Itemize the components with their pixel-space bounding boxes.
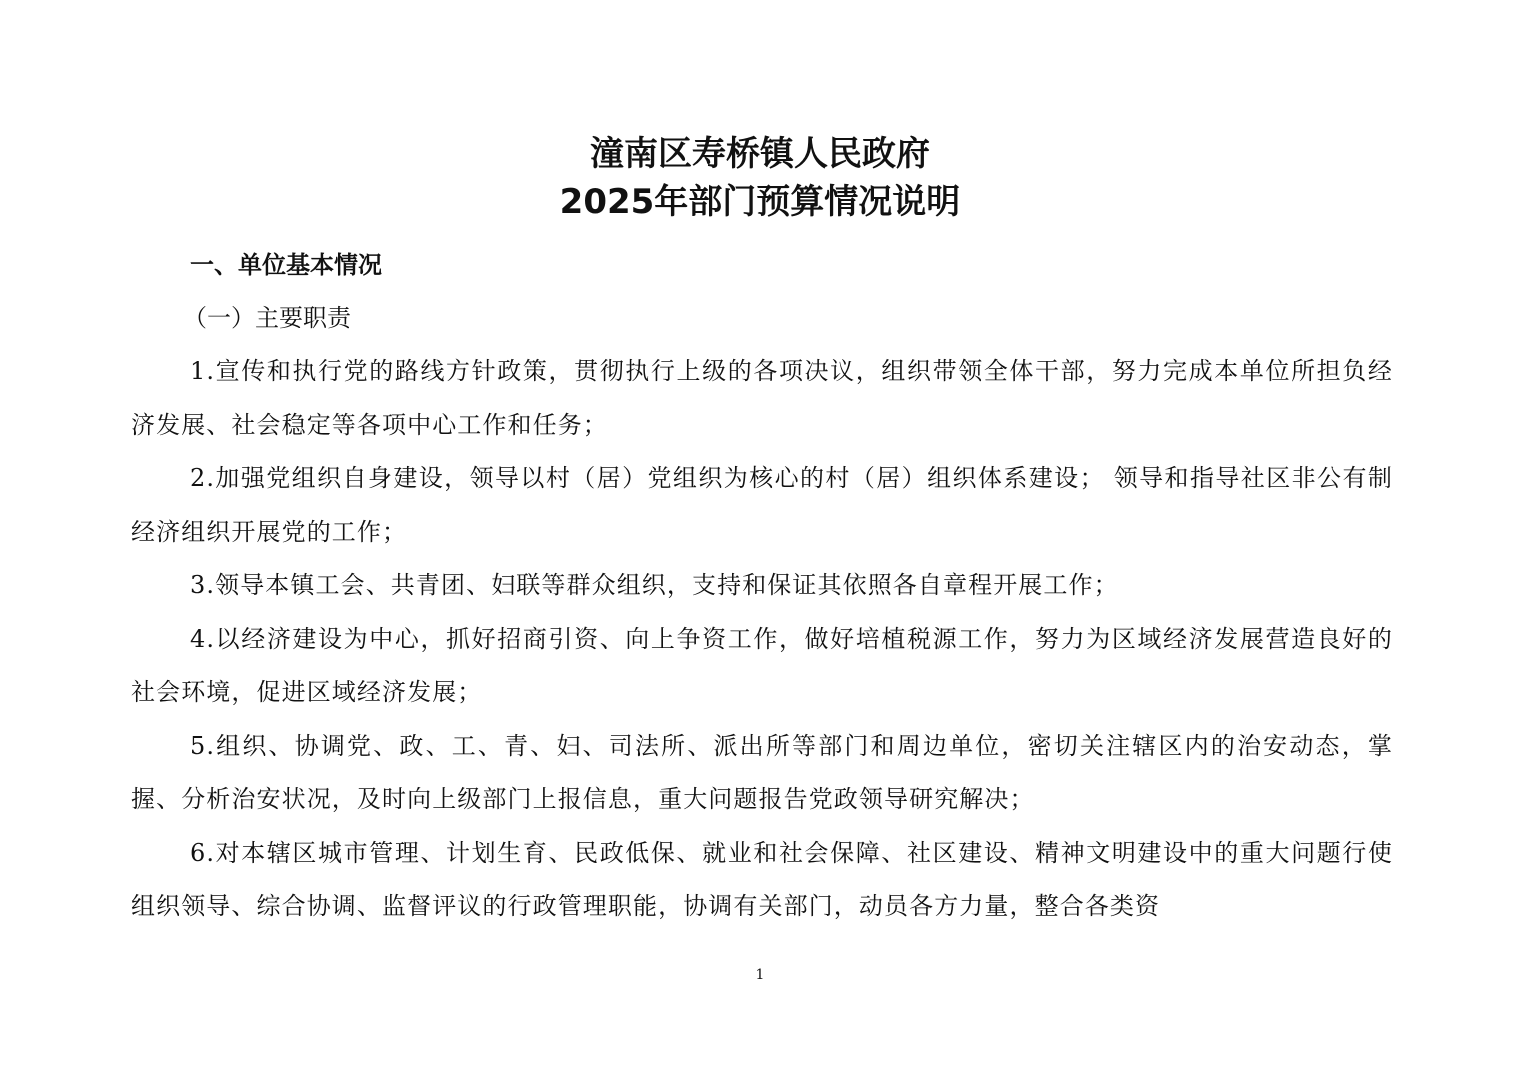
paragraph-1: 1.宣传和执行党的路线方针政策，贯彻执行上级的各项决议，组织带领全体干部，努力完成本单位所担负经济发展、社会稳定等各项中心工作和任务； <box>131 357 1393 439</box>
document-body <box>131 241 1393 934</box>
paragraph-5: 5.组织、协调党、政、工、青、妇、司法所、派出所等部门和周边单位，密切关注辖区内的治安动态，掌握、分析治安状况，及时向上级部门上报信息，重大问题报告党政领导研究解决； <box>131 731 1393 813</box>
title-line-1: 潼南区寿桥镇人民政府 <box>590 134 930 174</box>
document-title <box>0 130 1520 226</box>
paragraph-6: 6.对本辖区城市管理、计划生育、民政低保、就业和社会保障、社区建设、精神文明建设中的重大问题行使组织领导、综合协调、监督评议的行政管理职能，协调有关部门，动员各方力量，整合各类资 <box>131 838 1393 920</box>
page-number: 1 <box>755 967 765 983</box>
paragraph-2: 2.加强党组织自身建设，领导以村（居）党组织为核心的村（居）组织体系建设； 领导和指导社区非公有制经济组织开展党的工作； <box>131 464 1393 546</box>
paragraph-3: 3.领导本镇工会、共青团、妇联等群众组织，支持和保证其依照各自章程开展工作； <box>190 571 1119 599</box>
subsection-heading: （一）主要职责 <box>183 304 351 332</box>
section-heading: 一、单位基本情况 <box>190 251 382 279</box>
title-line-2: 2025年部门预算情况说明 <box>559 182 961 222</box>
paragraph-4: 4.以经济建设为中心，抓好招商引资、向上争资工作，做好培植税源工作，努力为区域经济发展营造良好的社会环境，促进区域经济发展； <box>131 624 1393 706</box>
